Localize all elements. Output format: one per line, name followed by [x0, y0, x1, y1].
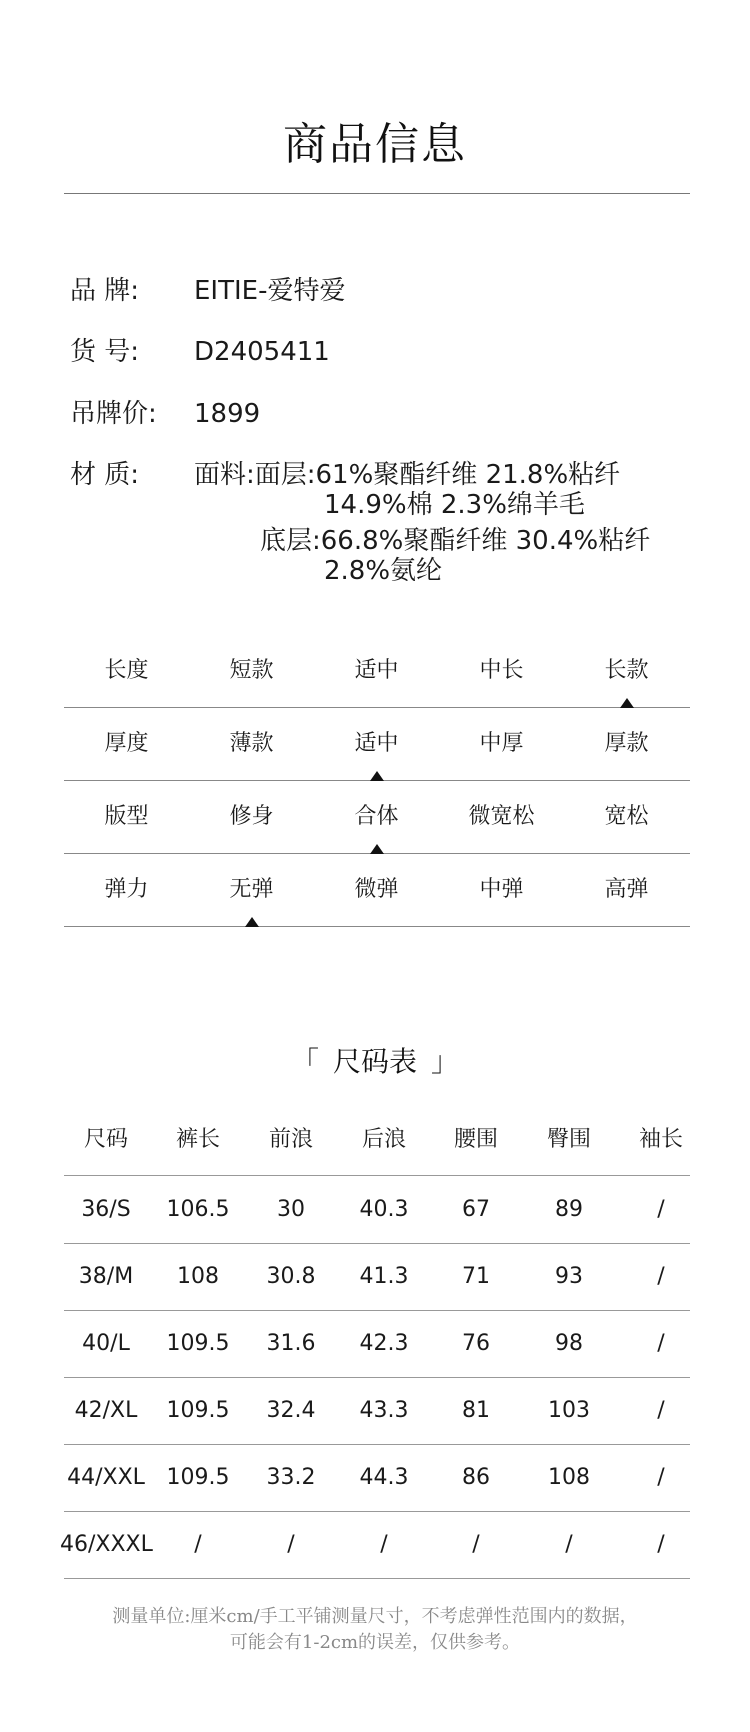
size-table-cell: 42.3 — [359, 1331, 409, 1356]
size-table-title — [0, 1040, 750, 1080]
size-table-row — [64, 1176, 690, 1244]
attribute-option-label: 适中 — [354, 731, 399, 756]
attribute-option — [314, 634, 439, 707]
size-table-row — [64, 1377, 690, 1445]
attribute-option — [564, 853, 689, 926]
item-no-value: D2405411 — [194, 337, 330, 367]
attribute-option-label: 无弹 — [229, 877, 274, 902]
size-table-cell: 42/XL — [74, 1398, 138, 1423]
attribute-option-label: 长款 — [604, 658, 649, 683]
size-title-close-bracket: 」 — [431, 1045, 460, 1078]
attribute-option-label: 薄款 — [229, 731, 274, 756]
attribute-option-label: 短款 — [229, 658, 274, 683]
size-table-cell: / — [657, 1398, 665, 1423]
size-table-cell: 38/M — [78, 1264, 134, 1289]
attribute-option — [564, 707, 689, 780]
size-table-cell: 81 — [462, 1398, 490, 1423]
attribute-row — [64, 853, 690, 927]
attribute-option-label: 中长 — [479, 658, 524, 683]
tag-price-value: 1899 — [194, 399, 261, 429]
size-table-cell: 103 — [548, 1398, 590, 1423]
attribute-option-label: 微宽松 — [468, 804, 535, 829]
material-line-2: 14.9%棉 2.3%绵羊毛 — [324, 490, 585, 520]
size-table-cell: 30 — [277, 1197, 305, 1222]
size-table-row — [60, 1511, 690, 1579]
size-table-cell: / — [657, 1532, 665, 1557]
size-table-cell: 93 — [555, 1264, 583, 1289]
attribute-option — [314, 853, 439, 926]
attribute-row — [64, 707, 690, 781]
attribute-option-label: 高弹 — [604, 877, 649, 902]
material-label: 材 质: — [70, 460, 140, 490]
size-table-cell: 71 — [462, 1264, 490, 1289]
size-table-header-cell: 臀围 — [546, 1127, 591, 1152]
size-table-cell: / — [657, 1197, 665, 1222]
attribute-option — [439, 780, 564, 853]
size-table-cell: 44.3 — [359, 1465, 409, 1490]
size-table-header-cell: 腰围 — [453, 1127, 498, 1152]
attribute-name: 版型 — [104, 804, 149, 829]
size-table-header-cell: 尺码 — [83, 1127, 128, 1152]
size-table-cell: 108 — [177, 1264, 219, 1289]
attribute-option-label: 厚款 — [604, 731, 649, 756]
attribute-option — [189, 634, 314, 707]
attribute-name: 弹力 — [104, 877, 149, 902]
size-table-row — [64, 1310, 690, 1378]
size-table-cell: 30.8 — [266, 1264, 316, 1289]
size-table-cell: 44/XXL — [67, 1465, 145, 1490]
size-table-cell: / — [657, 1465, 665, 1490]
size-table-row — [64, 1243, 690, 1311]
attribute-option-label: 修身 — [229, 804, 274, 829]
size-table-header-cell: 后浪 — [361, 1127, 406, 1152]
attribute-row — [64, 634, 690, 708]
size-table-cell: 109.5 — [166, 1398, 230, 1423]
size-table-cell: 98 — [555, 1331, 583, 1356]
size-table-cell: 31.6 — [266, 1331, 316, 1356]
page-title: 商品信息 — [283, 119, 467, 170]
size-table-cell: 40.3 — [359, 1197, 409, 1222]
size-title-text: 尺码表 — [332, 1045, 417, 1078]
size-table-cell: 40/L — [82, 1331, 130, 1356]
tag-price-label: 吊牌价: — [70, 399, 157, 429]
attribute-name: 长度 — [104, 658, 149, 683]
size-table-cell: 41.3 — [359, 1264, 409, 1289]
material-line-4: 2.8%氨纶 — [324, 556, 443, 586]
size-table-cell: 43.3 — [359, 1398, 409, 1423]
size-table-row — [64, 1444, 690, 1512]
size-table-cell: 46/XXXL — [60, 1532, 153, 1557]
brand-label: 品 牌: — [70, 276, 140, 306]
size-table-cell: 67 — [462, 1197, 490, 1222]
size-table-header-cell: 袖长 — [638, 1127, 683, 1152]
measure-note-line-2: 可能会有1-2cm的误差，仅供参考。 — [229, 1632, 521, 1653]
attribute-option — [564, 780, 689, 853]
size-table-cell: / — [194, 1532, 202, 1557]
size-table-cell: 36/S — [81, 1197, 131, 1222]
attribute-option-label: 中厚 — [479, 731, 524, 756]
size-table-cell: / — [657, 1331, 665, 1356]
attribute-option — [189, 853, 314, 926]
size-table-cell: 86 — [462, 1465, 490, 1490]
attribute-option — [189, 707, 314, 780]
attribute-option-label: 中弹 — [479, 877, 524, 902]
size-table-header-cell: 裤长 — [175, 1127, 220, 1152]
attribute-option-label: 适中 — [354, 658, 399, 683]
size-table-cell: / — [565, 1532, 573, 1557]
size-table-cell: 108 — [548, 1465, 590, 1490]
measure-note-line-1: 测量单位:厘米cm/手工平铺测量尺寸，不考虑弹性范围内的数据， — [112, 1606, 638, 1627]
size-table-cell: 32.4 — [266, 1398, 316, 1423]
material-line-1: 面料:面层:61%聚酯纤维 21.8%粘纤 — [194, 460, 621, 490]
attribute-option — [189, 780, 314, 853]
attribute-option — [439, 634, 564, 707]
attribute-option-label: 合体 — [354, 804, 399, 829]
size-table-cell: 33.2 — [266, 1465, 316, 1490]
attribute-option-label: 宽松 — [604, 804, 649, 829]
item-no-label: 货 号: — [70, 337, 140, 367]
size-table-header-cell: 前浪 — [268, 1127, 313, 1152]
selected-marker-icon — [245, 917, 259, 927]
attribute-option — [439, 707, 564, 780]
attribute-name: 厚度 — [104, 731, 149, 756]
material-line-3: 底层:66.8%聚酯纤维 30.4%粘纤 — [260, 526, 651, 556]
attribute-option-label: 微弹 — [354, 877, 399, 902]
size-table-cell: 109.5 — [166, 1465, 230, 1490]
brand-value: EITIE-爱特爱 — [194, 276, 346, 306]
size-table-cell: 106.5 — [166, 1197, 230, 1222]
size-table-cell: 109.5 — [166, 1331, 230, 1356]
size-table-cell: / — [380, 1532, 388, 1557]
size-table-cell: 76 — [462, 1331, 490, 1356]
size-table-cell: / — [472, 1532, 480, 1557]
attribute-option — [314, 707, 439, 780]
size-table-cell: / — [657, 1264, 665, 1289]
attribute-option — [564, 634, 689, 707]
attribute-option — [439, 853, 564, 926]
size-table-header — [64, 1105, 690, 1176]
title-divider — [64, 193, 690, 194]
size-title-open-bracket: 「 — [290, 1045, 319, 1078]
attribute-option — [314, 780, 439, 853]
size-table-cell: 89 — [555, 1197, 583, 1222]
size-table-cell: / — [287, 1532, 295, 1557]
attribute-row — [64, 780, 690, 854]
